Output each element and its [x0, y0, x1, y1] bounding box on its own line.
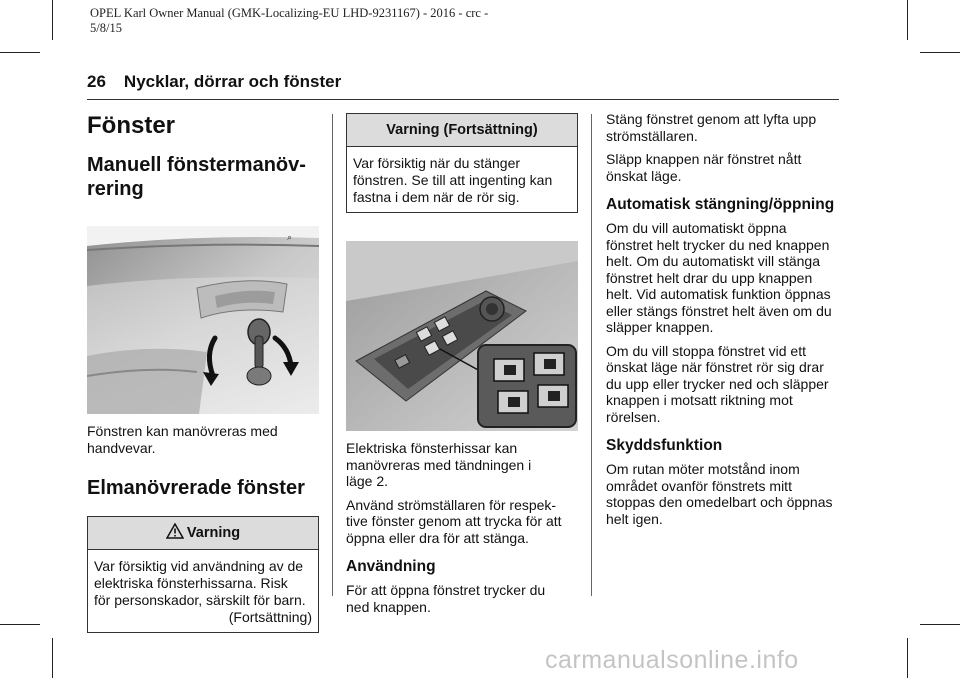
print-header-line-2: 5/8/15	[90, 21, 122, 35]
p3-line-1: För att öppna fönstret trycker du	[346, 582, 546, 598]
warning-box-continued-header: Varning (Fortsättning)	[347, 114, 577, 147]
c3-p2-line-1: Släpp knappen när fönstret nått	[606, 151, 802, 167]
image-caption-line-2: handvevar.	[87, 439, 156, 456]
warning-box	[87, 516, 319, 633]
p2-line-1: Använd strömställaren för respek-	[346, 496, 557, 513]
print-header	[90, 6, 488, 36]
c3-p5-line-1: Om rutan möter motstånd inom	[606, 461, 800, 477]
column-separator-2	[591, 114, 592, 596]
crop-mark-bottom-right-h	[920, 624, 960, 625]
window-switch-illustration	[346, 241, 578, 431]
page-number: 26	[87, 72, 106, 91]
warning-cont-line-2: fönstren. Se till att ingenting kan	[353, 172, 553, 188]
warning-line-1: Var försiktig vid användning av de	[94, 558, 304, 574]
column-2	[346, 113, 578, 615]
c3-p5-line-2: området ovanför fönstrets mitt	[606, 477, 792, 494]
print-header-line-1: OPEL Karl Owner Manual (GMK-Localizing-EU LHD-9231167) - 2016 - crc -	[90, 6, 489, 20]
safety-function-heading: Skyddsfunktion	[606, 437, 723, 454]
door-illustration-mark: ⌕	[287, 233, 293, 243]
door-handle-illustration	[87, 226, 319, 414]
auto-open-close-heading: Automatisk stängning/öppning	[606, 196, 835, 213]
p1-line-1: Elektriska fönsterhissar kan	[346, 440, 518, 456]
c3-p4-line-3: du upp eller trycker ned och släpper	[606, 375, 829, 392]
p2-line-2: tive fönster genom att trycka för att	[346, 513, 562, 529]
crop-mark-bottom-right-v	[907, 638, 908, 678]
electric-windows-paragraph	[346, 440, 578, 490]
warning-box-continued-body	[347, 147, 577, 212]
window-switch-image	[346, 241, 578, 431]
c3-p5-line-4: helt igen.	[606, 510, 663, 527]
c3-p3-line-7: släpper knappen.	[606, 319, 714, 335]
p2-line-3: öppna eller dra för att stänga.	[346, 529, 529, 546]
open-window-paragraph	[346, 582, 578, 615]
warning-line-2: elektriska fönsterhissarna. Risk	[94, 575, 288, 591]
stop-window-paragraph	[606, 343, 842, 426]
column-1	[87, 110, 319, 633]
c3-p3-line-5: helt. Vid automatisk funktion öppnas	[606, 286, 831, 302]
usage-heading: Användning	[346, 558, 436, 575]
warning-cont-line-3: fastna i dem när de rör sig.	[353, 189, 520, 205]
crop-mark-top-right-h	[920, 52, 960, 53]
subsection-title	[87, 153, 319, 201]
warning-box-body	[88, 550, 318, 632]
c3-p4-line-4: knappen i motsatt riktning mot	[606, 392, 793, 408]
c3-p1-line-2: strömställaren.	[606, 127, 698, 144]
p1-line-3: läge 2.	[346, 473, 389, 489]
subsection-title-electric: Elmanövrerade fönster	[87, 477, 305, 499]
c3-p4-line-5: rörelsen.	[606, 408, 661, 425]
crop-mark-bottom-left-v	[52, 638, 53, 678]
c3-p3-line-1: Om du vill automatiskt öppna	[606, 220, 787, 236]
watermark: carmanualsonline.info	[545, 646, 799, 674]
section-title: Fönster	[87, 112, 176, 139]
heading-rule	[87, 99, 839, 100]
c3-p3-line-3: helt. Om du automatiskt vill stänga	[606, 253, 820, 269]
p3-line-2: ned knappen.	[346, 598, 431, 615]
warning-box-continued	[346, 113, 578, 213]
c3-p4-line-2: önskat läge när fönstret rör sig drar	[606, 359, 824, 375]
warning-line-3: för personskador, särskilt för barn.	[94, 592, 306, 608]
subsection-title-line-2: rering	[87, 178, 144, 200]
column-3	[606, 111, 842, 527]
image-caption	[87, 423, 319, 456]
c3-p4-line-1: Om du vill stoppa fönstret vid ett	[606, 342, 806, 359]
warning-continued: (Fortsättning)	[228, 609, 312, 625]
crop-mark-top-left-h	[0, 52, 40, 53]
c3-p3-line-2: fönstret helt trycker du ned knappen	[606, 236, 830, 253]
image-caption-line-1: Fönstren kan manövreras med	[87, 423, 278, 439]
release-button-paragraph	[606, 151, 842, 184]
safety-function-paragraph	[606, 461, 842, 527]
chapter-title: Nycklar, dörrar och fönster	[123, 72, 342, 91]
switch-usage-paragraph	[346, 497, 578, 547]
c3-p3-line-4: fönstret helt drar du upp knappen	[606, 269, 813, 286]
page-heading	[87, 72, 341, 92]
column-separator-1	[332, 114, 333, 596]
warning-box-title: Varning	[186, 525, 241, 541]
warning-triangle-icon	[166, 523, 184, 539]
warning-cont-line-1: Var försiktig när du stänger	[353, 155, 521, 171]
c3-p3-line-6: eller stängs fönstret helt även om du	[606, 302, 832, 319]
close-window-paragraph	[606, 111, 842, 144]
door-panel-image	[87, 226, 319, 414]
c3-p5-line-3: stoppas den omedelbart och öppnas	[606, 494, 833, 510]
c3-p2-line-2: önskat läge.	[606, 167, 682, 184]
crop-mark-top-right-v	[907, 0, 908, 40]
crop-mark-top-left-v	[52, 0, 53, 40]
p1-line-2: manövreras med tändningen i	[346, 456, 532, 473]
warning-box-header	[88, 517, 318, 550]
c3-p1-line-1: Stäng fönstret genom att lyfta upp	[606, 111, 817, 127]
subsection-title-line-1: Manuell fönstermanöv-	[87, 154, 306, 176]
auto-function-paragraph	[606, 220, 842, 336]
crop-mark-bottom-left-h	[0, 624, 40, 625]
